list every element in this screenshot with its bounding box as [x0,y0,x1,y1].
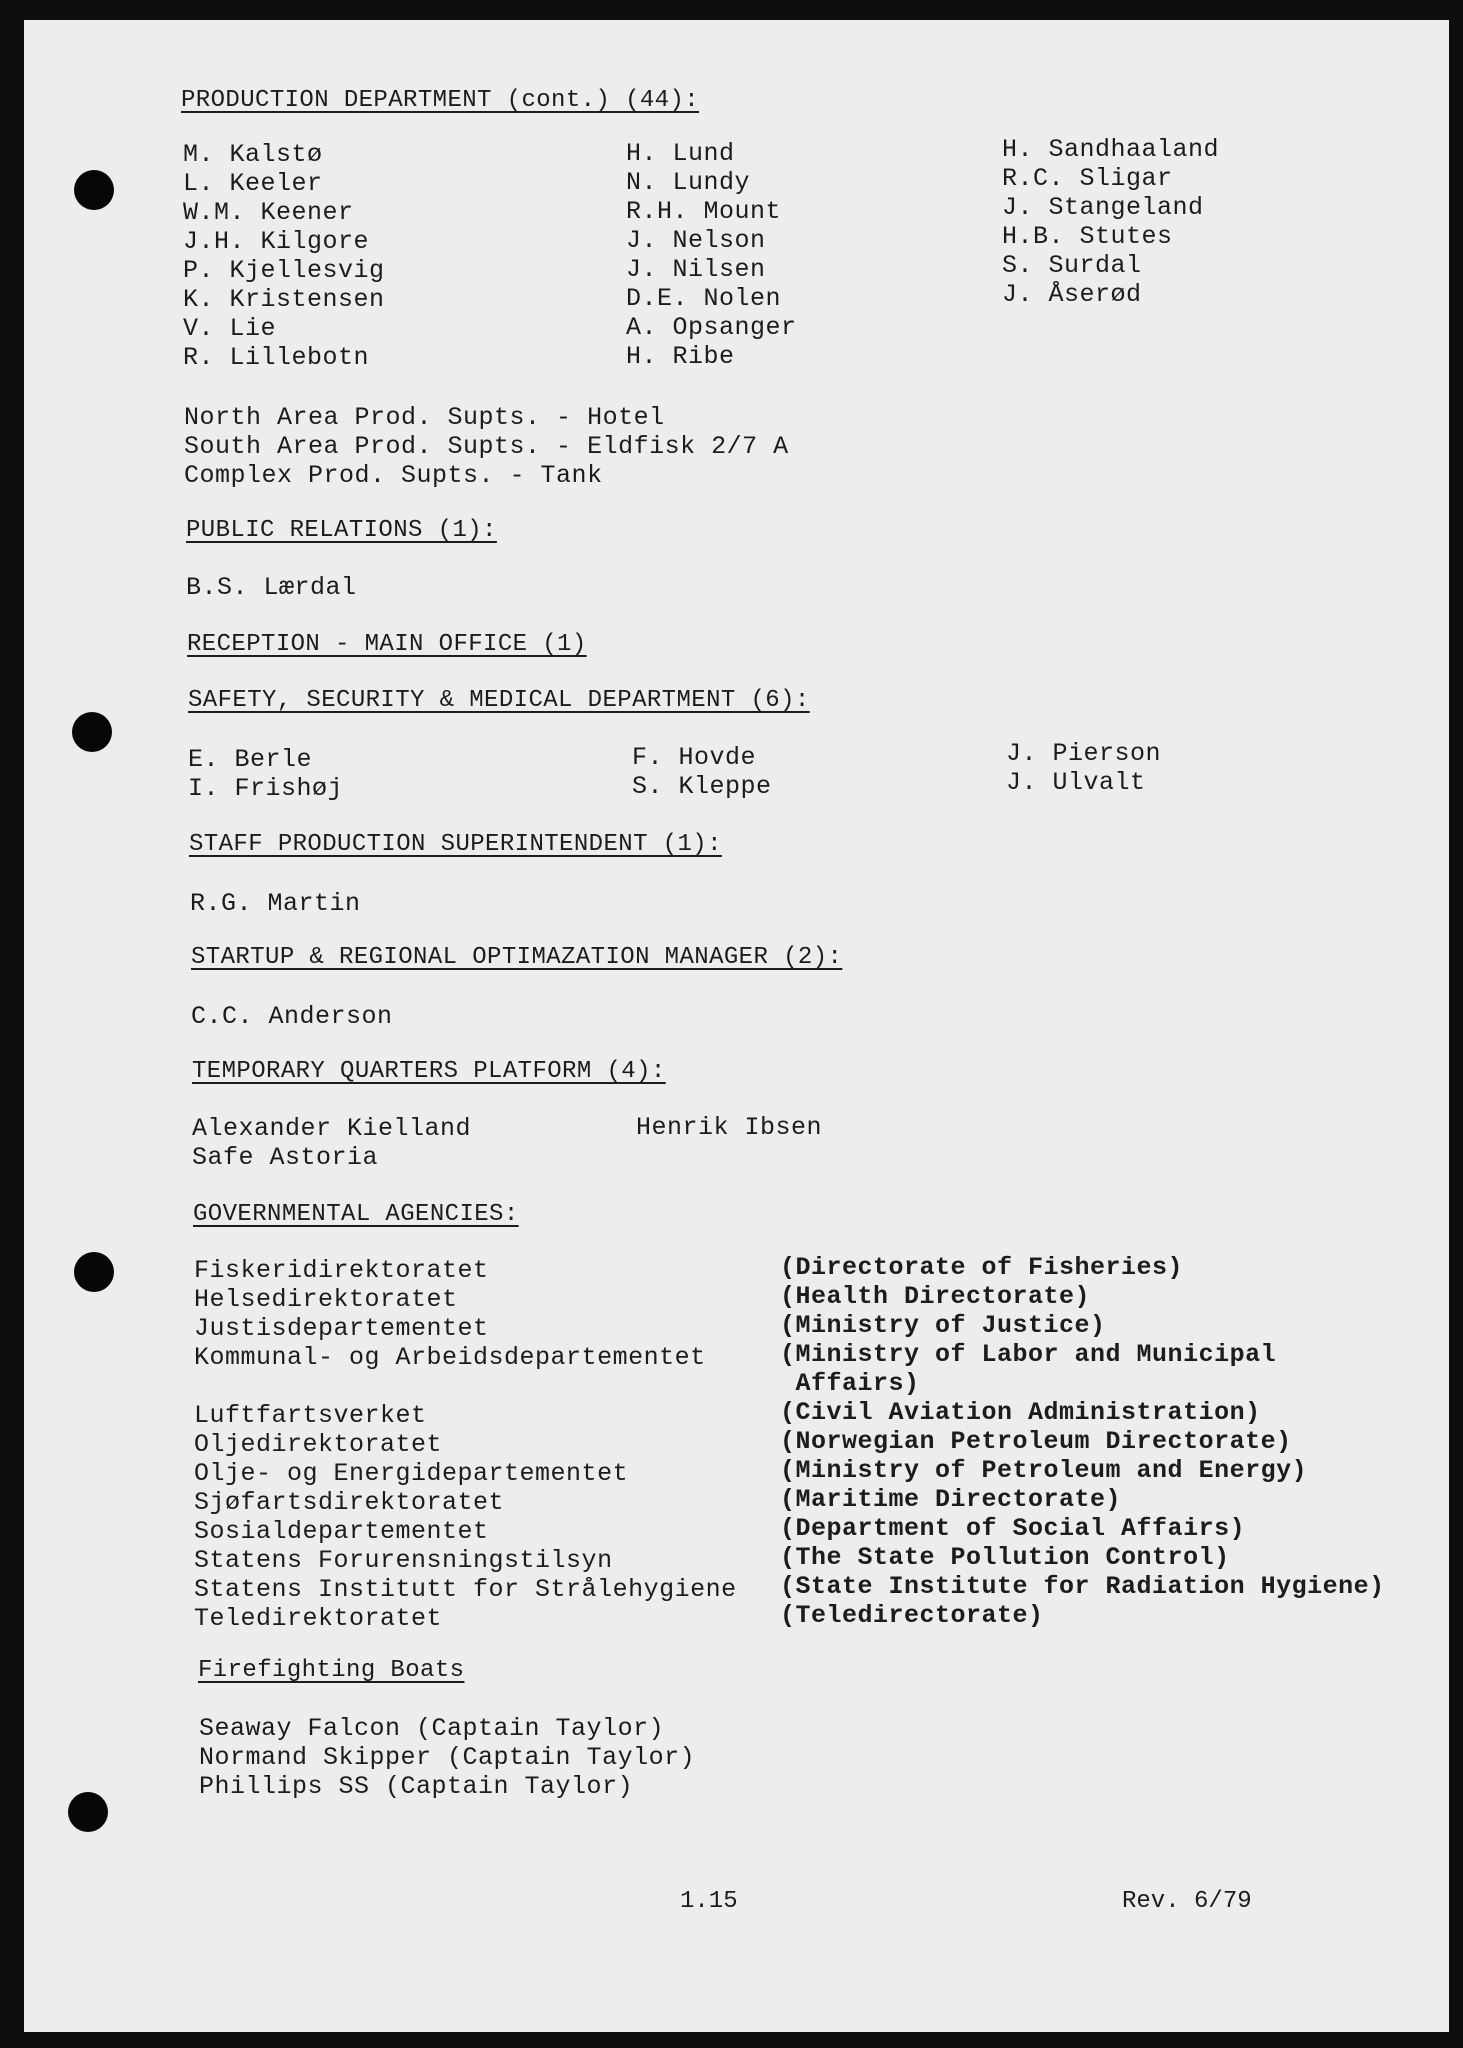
agency-description: (Norwegian Petroleum Directorate) [780,1427,1292,1456]
list-item: E. Berle [188,745,313,774]
temporary-quarters-col1 [192,1114,471,1172]
section-heading-temporary-quarters: TEMPORARY QUARTERS PLATFORM (4): [192,1058,666,1085]
list-item: Normand Skipper (Captain Taylor) [199,1743,696,1772]
list-item: N. Lundy [626,168,751,197]
punch-hole [68,1792,108,1832]
punch-hole [74,1252,114,1292]
list-item: Safe Astoria [192,1143,379,1172]
list-item: H. Sandhaaland [1002,135,1220,164]
section-heading-startup: STARTUP & REGIONAL OPTIMAZATION MANAGER (2): [191,944,843,971]
list-item: J. Ulvalt [1006,768,1146,797]
list-item: H. Lund [626,139,735,168]
safety-names-col1 [188,745,343,803]
agency-description: (Ministry of Labor and Municipal [780,1340,1277,1369]
list-item: S. Kleppe [632,772,772,801]
list-item: South Area Prod. Supts. - Eldfisk 2/7 A [184,432,789,461]
agency-description: (Directorate of Fisheries) [780,1253,1184,1282]
list-item: Phillips SS (Captain Taylor) [199,1772,634,1801]
agency-name: Sjøfartsdirektoratet [194,1488,505,1517]
list-item: J. Nelson [626,226,766,255]
agency-name: Statens Forurensningstilsyn [194,1546,613,1575]
list-item: Henrik Ibsen [636,1113,823,1142]
agency-name: Teledirektoratet [194,1604,443,1633]
list-item: J. Stangeland [1002,193,1204,222]
list-item: I. Frishøj [188,774,344,803]
list-item: J. Åserød [1002,280,1142,309]
list-item: K. Kristensen [183,285,385,314]
list-item: F. Hovde [632,743,757,772]
section-heading-production: PRODUCTION DEPARTMENT (cont.) (44): [181,87,700,114]
list-item: V. Lie [183,314,277,343]
list-item: H. Ribe [626,342,735,371]
list-item: C.C. Anderson [191,1002,393,1031]
punch-hole [74,170,114,210]
list-item: H.B. Stutes [1002,222,1173,251]
list-item: R. Lillebotn [183,343,370,372]
agency-descriptions [780,1253,1385,1630]
agency-description: (State Institute for Radiation Hygiene) [780,1572,1385,1601]
section-heading-staff-production: STAFF PRODUCTION SUPERINTENDENT (1): [189,831,722,858]
list-item: Complex Prod. Supts. - Tank [184,461,603,490]
agency-name: Sosialdepartementet [194,1517,489,1546]
agency-name: Justisdepartementet [194,1314,489,1343]
agency-description: (Ministry of Petroleum and Energy) [780,1456,1308,1485]
agency-description: (Civil Aviation Administration) [780,1398,1261,1427]
agency-name: Luftfartsverket [194,1401,427,1430]
production-supts [184,403,789,490]
list-item: R.G. Martin [190,889,361,918]
agency-name: Helsedirektoratet [194,1285,458,1314]
list-item: Seaway Falcon (Captain Taylor) [199,1714,665,1743]
agency-description: (Department of Social Affairs) [780,1514,1246,1543]
list-item: North Area Prod. Supts. - Hotel [184,403,665,432]
list-item: P. Kjellesvig [183,256,385,285]
temporary-quarters-col2 [636,1113,822,1142]
agency-names [194,1256,737,1633]
agency-name: Statens Institutt for Strålehygiene [194,1575,737,1604]
section-heading-reception: RECEPTION - MAIN OFFICE (1) [187,631,587,658]
agency-description: (Ministry of Justice) [780,1311,1106,1340]
section-heading-public-relations: PUBLIC RELATIONS (1): [186,517,497,544]
list-item: S. Surdal [1002,251,1142,280]
agency-name: Oljedirektoratet [194,1430,443,1459]
list-item: R.H. Mount [626,197,782,226]
production-names-col2 [626,139,797,371]
agency-description: (Teledirectorate) [780,1601,1044,1630]
agency-name: Kommunal- og Arbeidsdepartementet [194,1343,706,1372]
revision-label: Rev. 6/79 [1122,1888,1252,1915]
agency-name: Olje- og Energidepartementet [194,1459,629,1488]
production-names-col1 [183,140,385,372]
list-item: J.H. Kilgore [183,227,370,256]
list-item: J. Pierson [1006,739,1162,768]
list-item: W.M. Keener [183,198,354,227]
page-number: 1.15 [680,1888,738,1915]
agency-name: Fiskeridirektoratet [194,1256,489,1285]
punch-hole [72,712,112,752]
agency-description: (The State Pollution Control) [780,1543,1230,1572]
section-heading-safety: SAFETY, SECURITY & MEDICAL DEPARTMENT (6): [188,687,810,714]
list-item: D.E. Nolen [626,284,782,313]
list-item: R.C. Sligar [1002,164,1173,193]
list-item: B.S. Lærdal [186,573,357,602]
list-item: Alexander Kielland [192,1114,472,1143]
agency-description: (Maritime Directorate) [780,1485,1122,1514]
safety-names-col2 [632,743,772,801]
section-heading-governmental: GOVERNMENTAL AGENCIES: [193,1201,519,1228]
agency-description: (Health Directorate) [780,1282,1091,1311]
list-item: A. Opsanger [626,313,797,342]
production-names-col3 [1002,135,1219,309]
list-item: M. Kalstø [183,140,323,169]
firefighting-boats [199,1714,695,1801]
list-item: L. Keeler [183,169,323,198]
agency-description: Affairs) [780,1369,920,1398]
list-item: J. Nilsen [626,255,766,284]
section-heading-firefighting: Firefighting Boats [198,1657,465,1684]
safety-names-col3 [1006,739,1161,797]
